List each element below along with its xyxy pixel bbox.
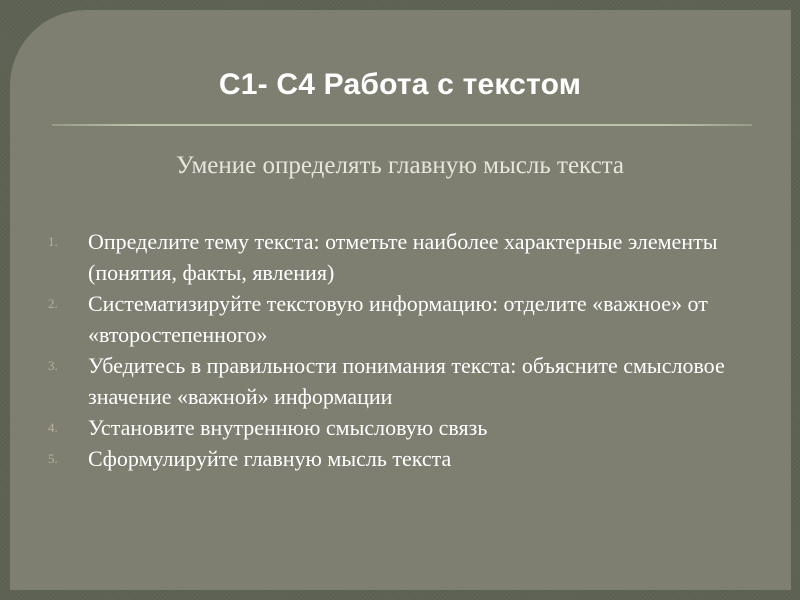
list-item xyxy=(48,350,768,412)
slide-title: С1- С4 Работа с текстом xyxy=(218,68,582,101)
list-item-number: 3. xyxy=(48,358,58,373)
list-item-text: Убедитесь в правильности понимания текста: объясните смысловое значение «важной» информации xyxy=(88,353,725,409)
list-item xyxy=(48,412,768,443)
list-item xyxy=(48,288,768,350)
steps-list xyxy=(48,226,768,474)
list-item-text: Сформулируйте главную мысль текста xyxy=(88,446,452,471)
list-item-number: 2. xyxy=(48,296,58,311)
list-item-number: 4. xyxy=(48,420,58,435)
list-item-text: Определите тему текста: отметьте наиболее характерные элементы (понятия, факты, явления) xyxy=(88,229,718,285)
list-item-text: Систематизируйте текстовую информацию: отделите «важное» от «второстепенного» xyxy=(88,291,708,347)
list-item-text: Установите внутреннюю смысловую связь xyxy=(88,415,488,440)
slide-subtitle: Умение определять главную мысль текста xyxy=(175,152,624,179)
list-item-number: 5. xyxy=(48,451,58,466)
list-item-number: 1. xyxy=(48,234,58,249)
list-item xyxy=(48,443,768,474)
title-divider xyxy=(52,124,752,126)
list-item xyxy=(48,226,768,288)
